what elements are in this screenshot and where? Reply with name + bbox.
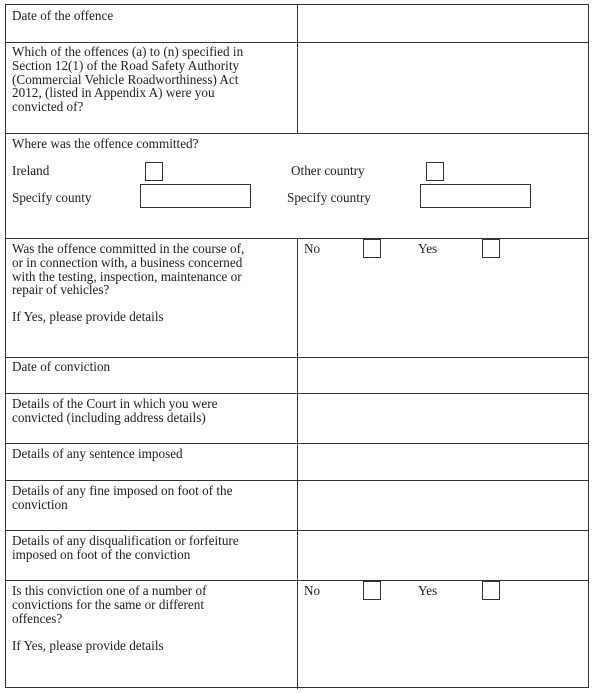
other-country-label: Other country (291, 163, 365, 178)
which-offence-field[interactable] (298, 43, 588, 133)
business-yes-checkbox[interactable] (482, 239, 500, 258)
business-connection-label: Was the offence committed in the course of, or in connection with, a business concerned with the testing, inspection, maintenance or repair of vehicles? (12, 241, 245, 298)
specify-county-input[interactable] (140, 184, 251, 208)
row-divider (6, 133, 588, 134)
offence-form (5, 4, 589, 688)
specify-county-label: Specify county (12, 190, 92, 205)
business-no-checkbox[interactable] (363, 239, 381, 258)
date-of-conviction-field[interactable] (298, 358, 588, 393)
specify-country-label: Specify country (287, 190, 371, 205)
date-of-offence-field[interactable] (298, 5, 588, 42)
multiple-convictions-label: Is this conviction one of a number of convictions for the same or different offences? (12, 583, 207, 626)
which-offence-label: Which of the offences (a) to (n) specified in Section 12(1) of the Road Safety Authority (Commercial Vehicle Roadworthiness) Act 2012, (listed in Appendix A) were you convicted of? (12, 44, 244, 115)
multiple-no-label: No (304, 583, 321, 598)
disqualification-field[interactable] (298, 531, 588, 580)
where-committed-label: Where was the offence committed? (12, 136, 199, 151)
business-yes-label: Yes (418, 241, 438, 256)
fine-label: Details of any fine imposed on foot of the conviction (12, 483, 233, 512)
multiple-yes-checkbox[interactable] (482, 581, 500, 600)
court-details-field[interactable] (298, 394, 588, 443)
other-country-checkbox[interactable] (426, 162, 444, 181)
specify-country-input[interactable] (420, 184, 531, 208)
fine-field[interactable] (298, 481, 588, 530)
sentence-label: Details of any sentence imposed (12, 446, 183, 461)
sentence-field[interactable] (298, 444, 588, 480)
ireland-label: Ireland (12, 163, 50, 178)
multiple-yes-label: Yes (418, 583, 438, 598)
court-details-label: Details of the Court in which you were convicted (including address details) (12, 396, 218, 425)
business-connection-if-yes-label: If Yes, please provide details (12, 309, 164, 324)
multiple-convictions-if-yes-label: If Yes, please provide details (12, 638, 164, 653)
multiple-no-checkbox[interactable] (363, 581, 381, 600)
ireland-checkbox[interactable] (145, 162, 163, 181)
disqualification-label: Details of any disqualification or forfeiture imposed on foot of the conviction (12, 533, 239, 562)
business-no-label: No (304, 241, 321, 256)
date-of-offence-label: Date of the offence (12, 8, 114, 23)
date-of-conviction-label: Date of conviction (12, 359, 111, 374)
